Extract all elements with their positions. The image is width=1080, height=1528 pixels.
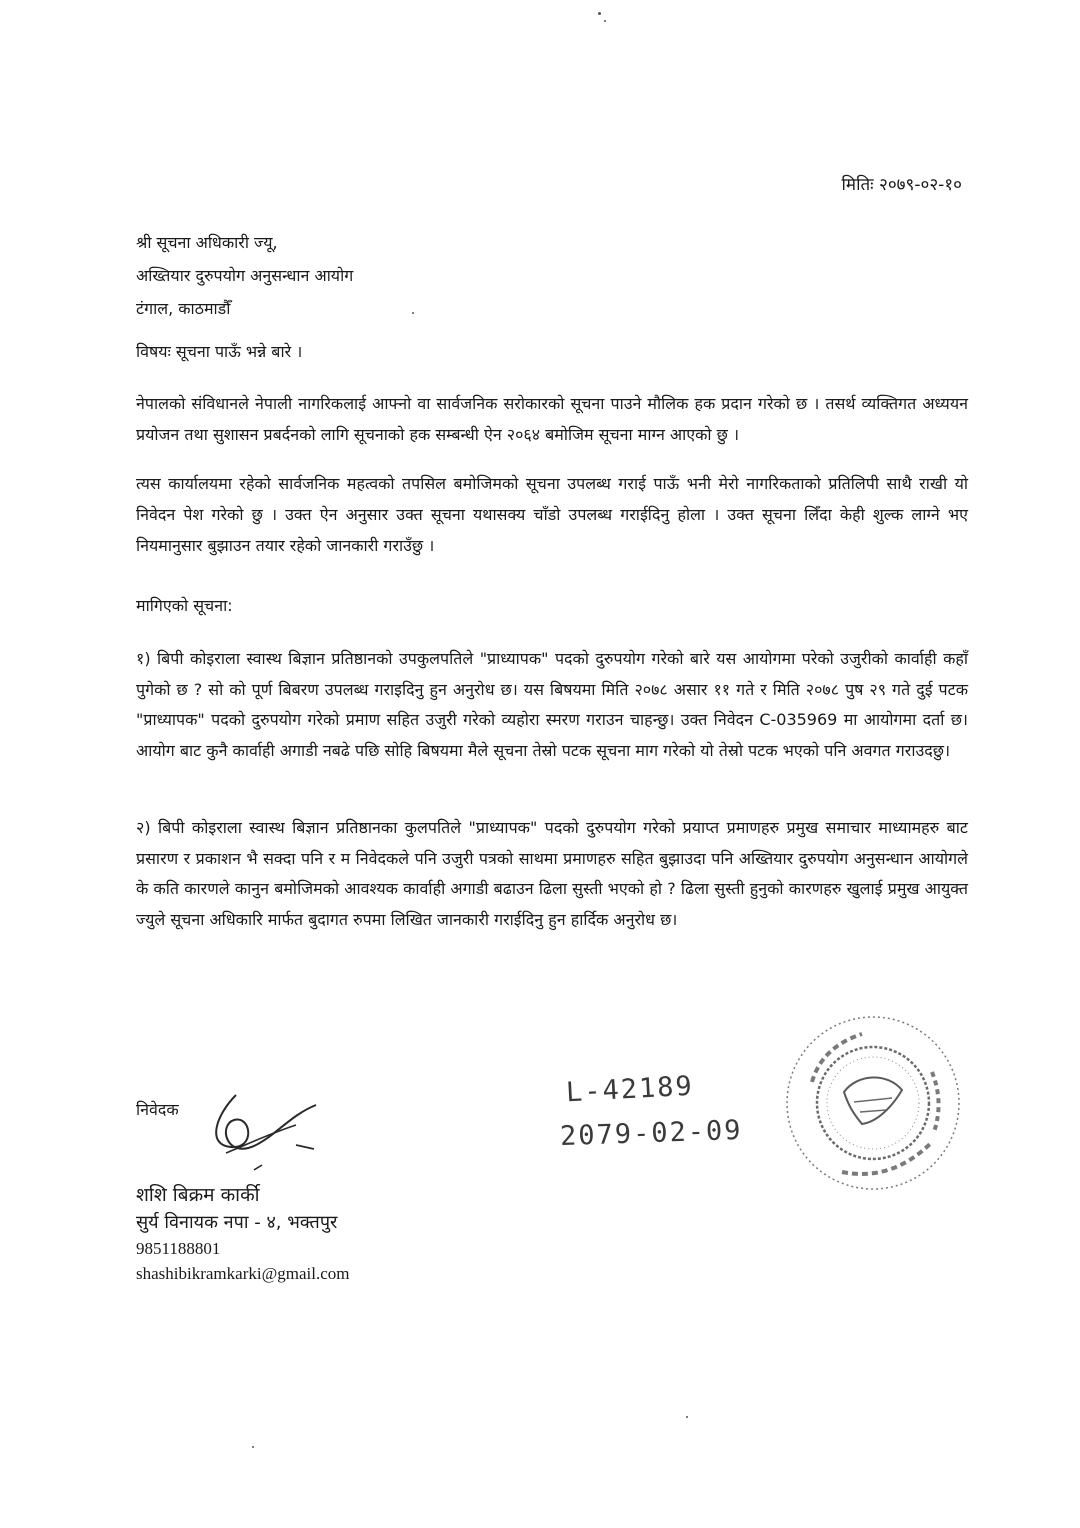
seal-icon <box>782 1012 964 1194</box>
applicant-email: shashibikramkarki@gmail.com <box>136 1264 350 1283</box>
applicant-phone: 9851188801 <box>136 1239 221 1258</box>
recipient-address <box>136 226 353 325</box>
applicant-name: शशि बिक्रम कार्की <box>136 1184 260 1206</box>
letter-date: मितिः २०७९-०२-१० <box>841 175 962 195</box>
paragraph-constitution: नेपालको संविधानले नेपाली नागरिकलाई आफ्नो वा सार्वजनिक सरोकारको सूचना पाउने मौलिक हक प्रदान गरेको छ । तसर्थ व्यक्तिगत अध्ययन प्रयोजन तथा सुशासन प्रबर्दनको लागि सूचनाको हक सम्बन्धी ऐन २०६४ बमोजिम सूचना माग्न आएको छु । <box>136 394 968 444</box>
scan-speck <box>412 312 414 314</box>
scan-speck <box>598 12 601 15</box>
recipient-location: टंगाल, काठमाडौँ <box>136 299 231 318</box>
signature-icon <box>196 1075 336 1185</box>
letter-subject: विषयः सूचना पाऊँ भन्ने बारे । <box>136 342 303 361</box>
scan-speck <box>686 1416 688 1418</box>
handwritten-registration-date: 2079-02-09 <box>559 1114 744 1153</box>
applicant-details <box>136 1182 349 1286</box>
paragraph-request: त्यस कार्यालयमा रहेको सार्वजनिक महत्वको तपसिल बमोजिमको सूचना उपलब्ध गराई पाऊँ भनी मेरो नागरिकताको प्रतिलिपी साथै राखी यो निवेदन पेश गरेको छु । उक्त ऐन अनुसार उक्त सूचना यथासक्य चाँडो उपलब्ध गराईदिनु होला । उक्त सूचना लिँदा केही शुल्क लाग्ने भए नियमानुसार बुझाउन तयार रहेको जानकारी गराउँछु । <box>136 474 968 555</box>
handwritten-registration-number: L-42189 <box>565 1070 695 1109</box>
recipient-title: श्री सूचना अधिकारी ज्यू, <box>136 233 278 252</box>
scan-speck <box>252 1446 254 1448</box>
applicant-label: निवेदक <box>136 1100 179 1119</box>
requested-info-label: मागिएको सूचना: <box>136 596 233 615</box>
recipient-office: अख्तियार दुरुपयोग अनुसन्धान आयोग <box>136 266 354 285</box>
requested-item-2: २) बिपी कोइराला स्वास्थ बिज्ञान प्रतिष्ठानका कुलपतिले "प्राध्यापक" पदको दुरुपयोग गरेको प्रयाप्त प्रमाणहरु प्रमुख समाचार माध्यामहरु बाट प्रसारण र प्रकाशन भै सक्दा पनि र म निवेदकले पनि उजुरी पत्रको साथमा प्रमाणहरु सहित बुझाउदा पनि अख्तियार दुरुपयोग अनुसन्धान आयोगले के कति कारणले कानुन बमोजिमको आवश्यक कार्वाही अगाडी बढाउन ढिला सुस्ती भएको हो ? ढिला सुस्ती हुनुको कारणहरु खुलाई प्रमुख आयुक्त ज्युले सूचना अधिकारि मार्फत बुदागत रुपमा लिखित जानकारी गराईदिनु हुन हार्दिक अनुरोध छ। <box>136 818 968 929</box>
scan-speck <box>604 20 606 22</box>
applicant-address: सुर्य विनायक नपा - ४, भक्तपुर <box>136 1212 338 1233</box>
requested-item-1: १) बिपी कोइराला स्वास्थ बिज्ञान प्रतिष्ठानको उपकुलपतिले "प्राध्यापक" पदको दुरुपयोग गरेको बारे यस आयोगमा परेको उजुरीको कार्वाही कहाँ पुगेको छ ? सो को पूर्ण बिबरण उपलब्ध गराइदिनु हुन अनुरोध छ। यस बिषयमा मिति २०७८ असार ११ गते र मिति २०७८ पुष २९ गते दुई पटक "प्राध्यापक" पदको दुरुपयोग गरेको प्रमाण सहित उजुरी गरेको व्यहोरा स्मरण गराउन चाहन्छु। उक्त निवेदन C-035969 मा आयोगमा दर्ता छ। आयोग बाट कुनै कार्वाही अगाडी नबढे पछि सोहि बिषयमा मैले सूचना तेस्रो पटक सूचना माग गरेको यो तेस्रो पटक भएको पनि अवगत गराउदछु। <box>136 649 968 760</box>
